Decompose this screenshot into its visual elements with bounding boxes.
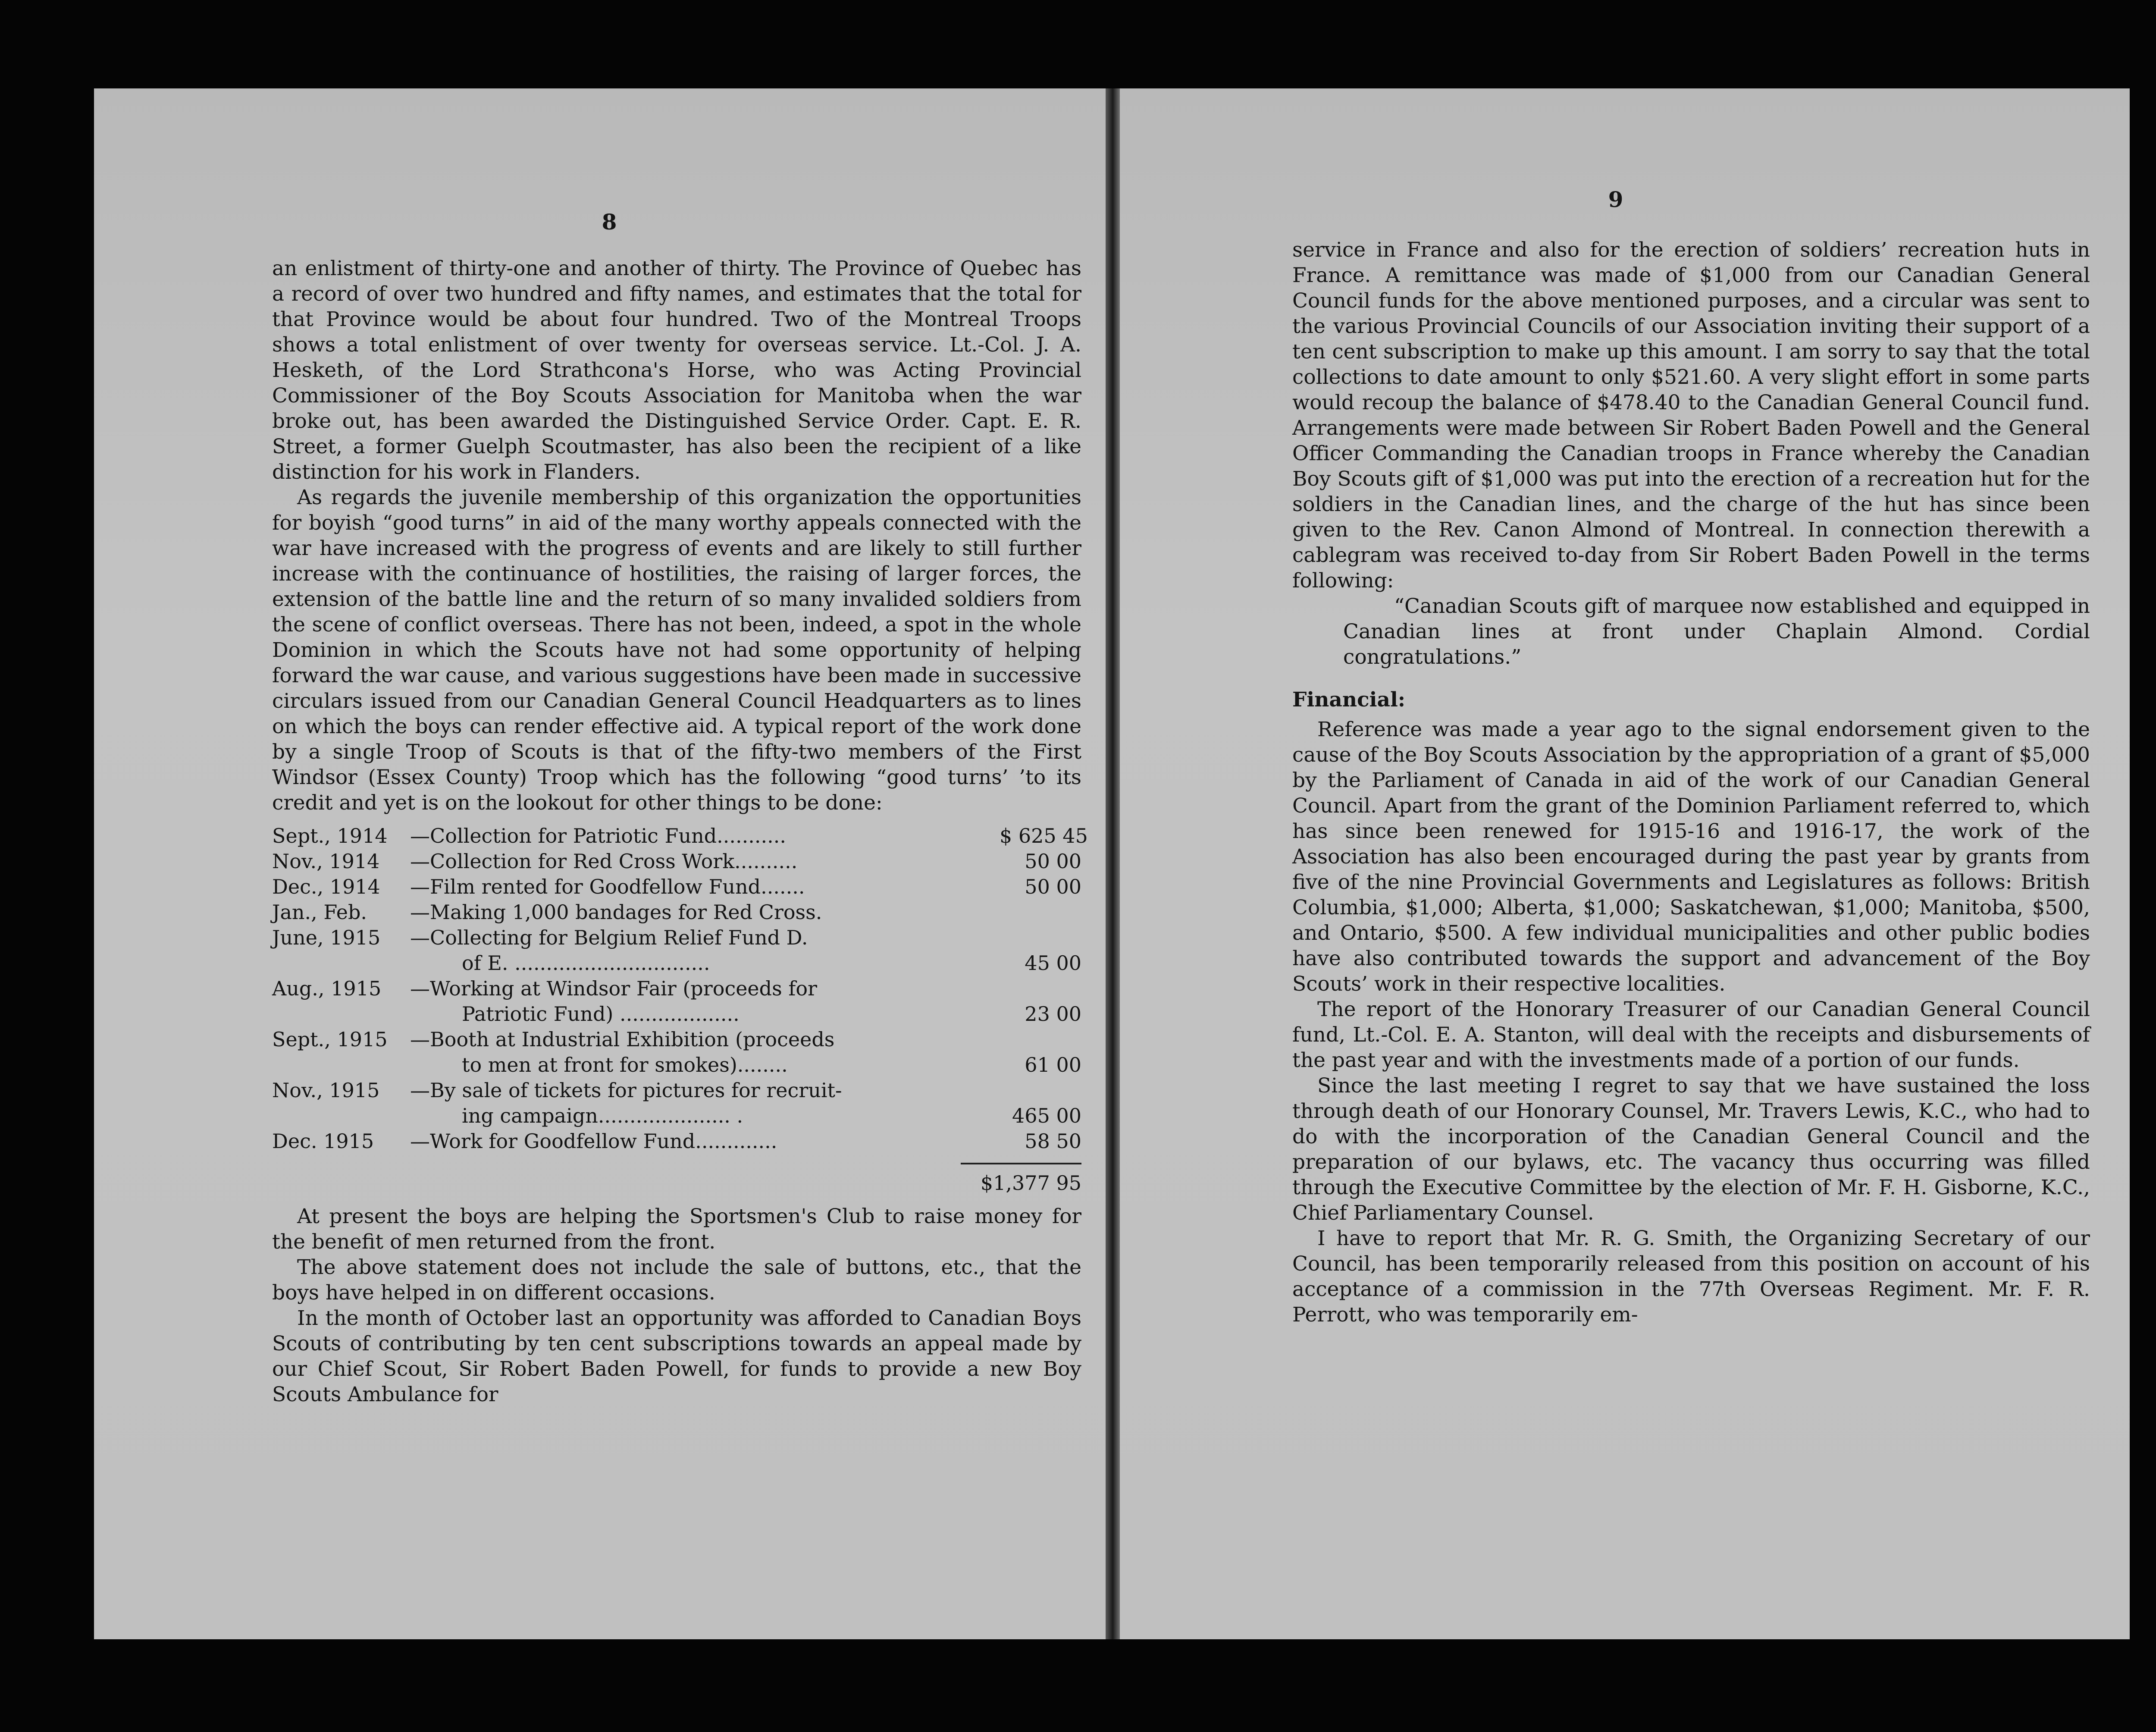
ledger-date: Aug., 1915 [272,977,382,1000]
right-column [1292,237,2090,1327]
ledger-date: Dec., 1914 [272,875,380,898]
ledger-amount: 58 50 [1025,1130,1081,1153]
ledger-table [272,823,1088,1196]
ledger-date: Sept., 1915 [272,1028,388,1051]
ledger-row [272,1103,1081,1129]
ledger-row [272,1129,1081,1154]
ledger-description: —Work for Goodfellow Fund............. [410,1130,777,1153]
section-heading: Financial: [1292,688,1406,712]
book-gutter [1106,88,1120,1639]
ledger-date: Nov., 1915 [272,1079,380,1102]
ledger-amount: 45 00 [1025,951,1081,975]
ledger-date: Jan., Feb. [272,901,367,924]
ledger-date: Sept., 1914 [272,824,388,847]
paragraph: Since the last meeting I regret to say that we have sustained the loss through death of our Honorary Counsel, Mr. Travers Lewis, K.C., who had to do with the incorporation of the Canadian General Council and the preparation of our bylaws, etc. The vacancy thus occurring was filled through the Executive Committee by the election of Mr. F. H. Gisborne, K.C., Chief Parliamentary Counsel. [1292,1074,2090,1225]
ledger-total: $1,377 95 [980,1171,1081,1195]
ledger-amount: 23 00 [1025,1002,1081,1026]
paragraph: an enlistment of thirty-one and another of thirty. The Province of Quebec has a record of over two hundred and fifty names, and estimates that the total for that Province would be about four hundred. Two of the Montreal Troops shows a total enlistment of over twenty for overseas service. Lt.-Col. J. A. Hesketh, of the Lord Strathcona's Horse, who was Acting Provincial Commissioner of the Boy Scouts Association for Manitoba when the war broke out, has been awarded the Distinguished Service Order. Capt. E. R. Street, a former Guelph Scoutmaster, has also been the recipient of a like distinction for his work in Flanders. [272,257,1081,484]
ledger-description: —Collection for Red Cross Work.......... [410,850,798,873]
ledger-description: Patriotic Fund) ................... [462,1002,740,1026]
left-column [272,256,1088,1407]
ledger-description: —Working at Windsor Fair (proceeds for [410,977,818,1000]
ledger-row [272,900,1081,925]
ledger-description: of E. ............................... [462,951,710,975]
ledger-row [272,1001,1081,1027]
ledger-row [272,1052,1081,1078]
page-number: 9 [1608,187,1623,212]
paragraph: I have to report that Mr. R. G. Smith, the Organizing Secretary of our Council, has been temporarily released from this position on account of his acceptance of a commission in the 77th Overseas Regiment. Mr. F. R. Perrott, who was temporarily em- [1292,1227,2090,1327]
ledger-row [272,1078,1081,1103]
ledger-description: —Collection for Patriotic Fund........... [410,824,787,847]
ledger-description: —Booth at Industrial Exhibition (proceeds [410,1028,835,1051]
ledger-date: Dec. 1915 [272,1130,374,1153]
left-page [94,88,1106,1639]
paragraph: service in France and also for the erection of soldiers’ recreation huts in France. A remittance was made of $1,000 from our Canadian General Council funds for the above mentioned purposes, and a circular was sent to the various Provincial Councils of our Association inviting their support of a ten cent subscription to make up this amount. I am sorry to say that the total collections to date amount to only $521.60. A very slight effort in some parts would recoup the balance of $478.40 to the Canadian General Council fund. Arrangements were made between Sir Robert Baden Powell and the General Officer Commanding the Canadian troops in France whereby the Canadian Boy Scouts gift of $1,000 was put into the erection of a recreation hut for the soldiers in the Canadian lines, and the charge of the hut has since been given to the Rev. Canon Almond of Montreal. In connection therewith a cablegram was received to-day from Sir Robert Baden Powell in the terms following: [1292,238,2090,593]
ledger-row [272,823,1088,849]
page-number: 8 [602,209,617,235]
ledger-description: —By sale of tickets for pictures for recruit- [410,1079,842,1102]
paragraph: The report of the Honorary Treasurer of our Canadian General Council fund, Lt.-Col. E. A. Stanton, will deal with the receipts and disbursements of the past year and with the investments made of a portion of our funds. [1292,998,2090,1072]
ledger-amount: $ 625 45 [1000,824,1088,847]
ledger-description: —Film rented for Goodfellow Fund....... [410,875,805,898]
ledger-row [272,849,1081,874]
ledger-amount: 50 00 [1025,850,1081,873]
ledger-date: June, 1915 [272,926,381,949]
ledger-description: —Collecting for Belgium Relief Fund D. [410,926,808,949]
ledger-amount: 465 00 [1012,1104,1081,1127]
paragraph: The above statement does not include the sale of buttons, etc., that the boys have helped in on different occasions. [272,1255,1081,1305]
ledger-row [272,925,1081,951]
ledger-row [272,1027,1081,1052]
ledger-row [272,951,1081,976]
paragraph: In the month of October last an opportunity was afforded to Canadian Boys Scouts of contributing by ten cent subscriptions towards an appeal made by our Chief Scout, Sir Robert Baden Powell, for funds to provide a new Boy Scouts Ambulance for [272,1306,1081,1406]
ledger-description: to men at front for smokes)........ [462,1053,788,1076]
ledger-date: Nov., 1914 [272,850,380,873]
ledger-description: —Making 1,000 bandages for Red Cross. [410,901,822,924]
total-rule [961,1163,1081,1164]
ledger-row [272,976,1081,1001]
paragraph: As regards the juvenile membership of this organization the opportunities for boyish “good turns” in aid of the many worthy appeals connected with the war have increased with the progress of events and are likely to still further increase with the continuance of hostilities, the raising of larger forces, the extension of the battle line and the return of so many invalided soldiers from the scene of conflict overseas. There has not been, indeed, a spot in the whole Dominion in which the Scouts have not had some opportunity of helping forward the war cause, and various suggestions have been made in successive circulars issued from our Canadian General Council Headquarters as to lines on which the boys can render effective aid. A typical report of the work done by a single Troop of Scouts is that of the fifty-two members of the First Windsor (Essex County) Troop which has the following “good turns’ ’to its credit and yet is on the lookout for other things to be done: [272,486,1081,815]
ledger-row [272,874,1081,900]
ledger-description: ing campaign..................... . [462,1104,743,1127]
ledger-amount: 61 00 [1025,1053,1081,1076]
ledger-amount: 50 00 [1025,875,1081,898]
paragraph: At present the boys are helping the Sportsmen's Club to raise money for the benefit of men returned from the front. [272,1205,1081,1254]
right-page [1120,88,2130,1639]
quote-block: “Canadian Scouts gift of marquee now established and equipped in Canadian lines at front under Chaplain Almond. Cordial congratulations.” [1343,594,2090,669]
paragraph: Reference was made a year ago to the signal endorsement given to the cause of the Boy Scouts Association by the appropriation of a grant of $5,000 by the Parliament of Canada in aid of the work of our Canadian General Council. Apart from the grant of the Dominion Parliament referred to, which has since been renewed for 1915-16 and 1916-17, the work of the Association has also been encouraged during the past year by grants from five of the nine Provincial Governments and Legislatures as follows: British Columbia, $1,000; Alberta, $1,000; Saskatchewan, $1,000; Manitoba, $500, and Ontario, $500. A few individual municipalities and other public bodies have also contributed towards the support and advancement of the Boy Scouts’ work in their respective localities. [1292,718,2090,996]
